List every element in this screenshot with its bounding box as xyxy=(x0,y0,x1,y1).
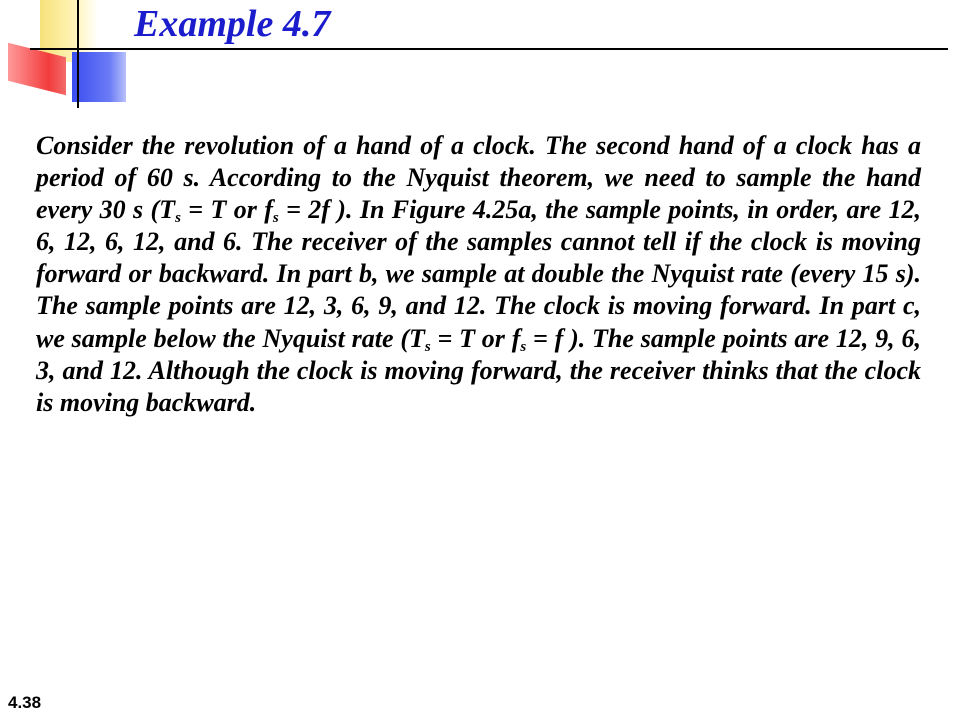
subscript-s: s xyxy=(520,338,527,355)
subscript-s: s xyxy=(175,210,181,227)
example-body-text xyxy=(36,130,921,419)
body-text-segment: = T or f xyxy=(180,195,273,225)
subscript-s: s xyxy=(424,338,431,355)
body-text-segment: = T or f xyxy=(430,323,521,353)
body-text-segment: Consider the revolution of a hand of a clock. The second hand of a clock has a period of 60 s. According to the Nyquist theorem, we need to sample the hand every 30 s (T xyxy=(36,131,921,225)
subscript-s: s xyxy=(272,210,279,227)
body-text-segment: = f ). The sample points are 12, 9, 6, 3, and 12. Although the clock is moving forward, the receiver thinks that the clock is moving backward. xyxy=(36,323,921,417)
decor-vertical-line xyxy=(77,0,79,108)
slide-title: Example 4.7 xyxy=(134,3,331,45)
title-underline xyxy=(30,48,948,50)
decor-blue-square xyxy=(72,52,126,102)
page-number: 4.38 xyxy=(8,693,42,712)
body-text-segment: = 2f ). In Figure 4.25a, the sample points, in order, are 12, 6, 12, 6, 12, and 6. The receiver of the samples cannot tell if the clock is moving forward or backward. In part b, we sample at double the Nyquist rate (every 15 s). The sample points are 12, 3, 6, 9, and 12. The clock is moving forward. In part c, we sample below the Nyquist rate (T xyxy=(36,195,921,353)
